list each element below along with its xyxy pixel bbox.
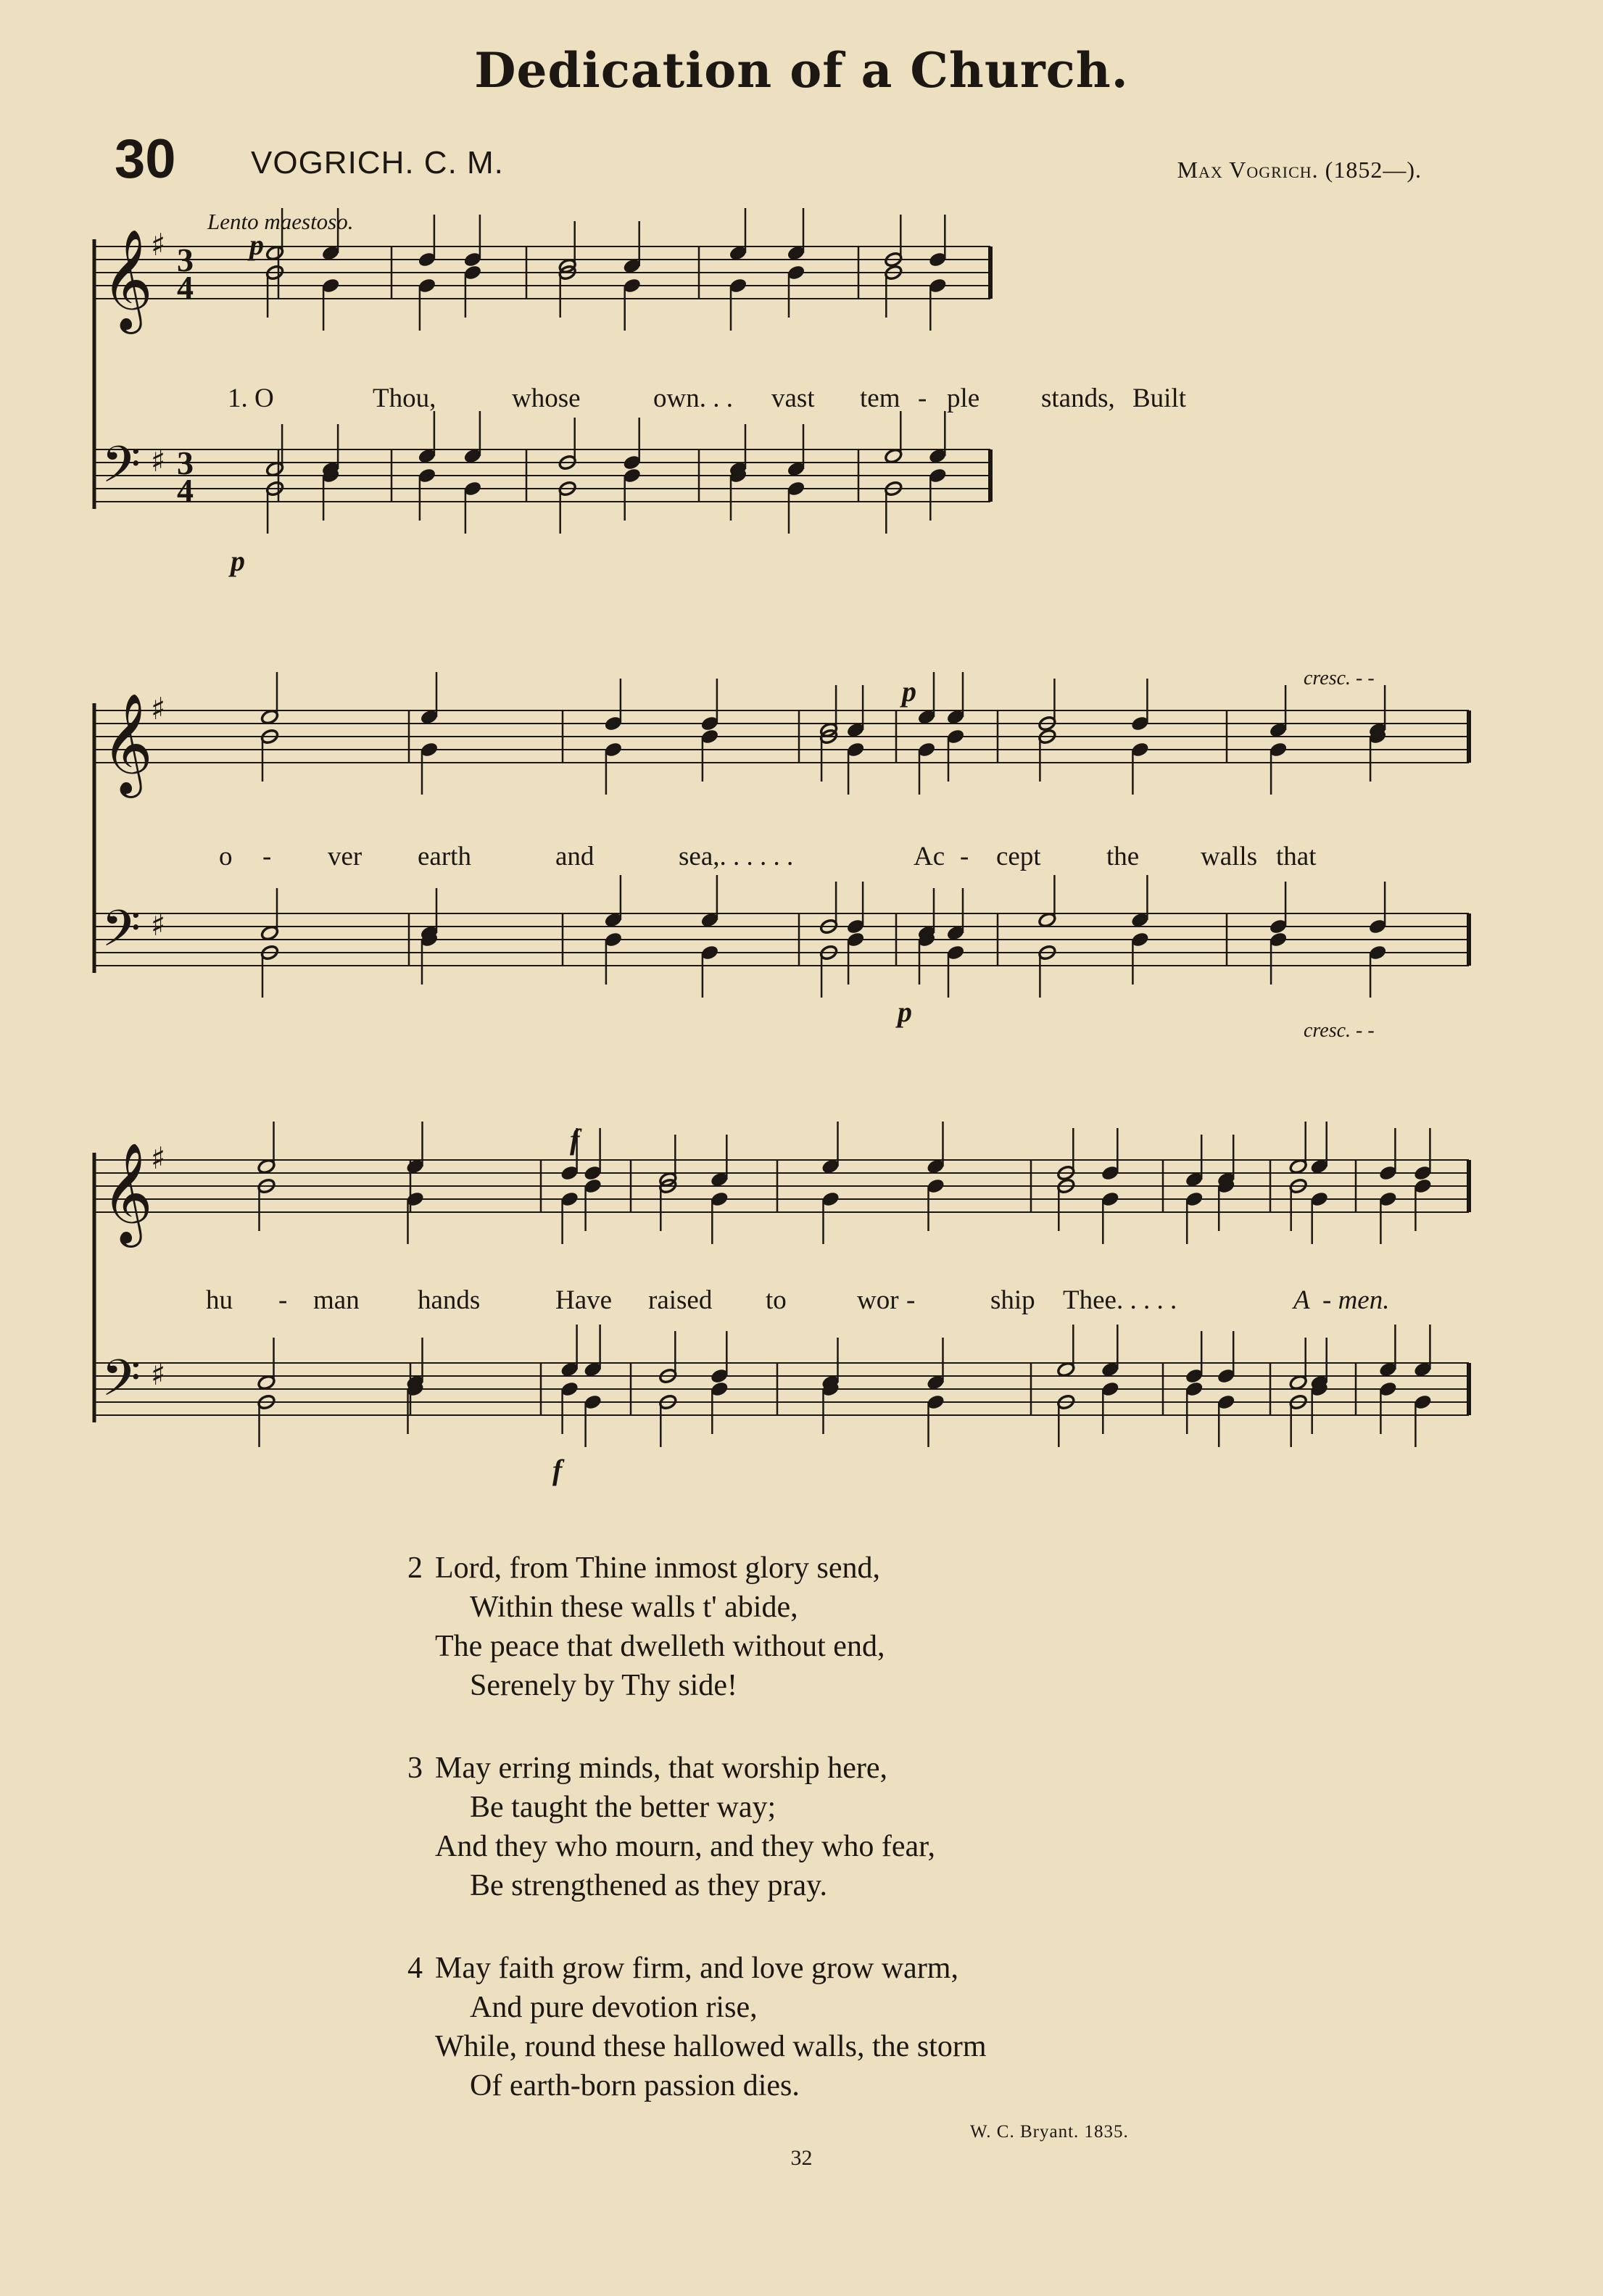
key-signature: ♯ — [151, 1356, 166, 1392]
lyric-syllable: ship — [990, 1285, 1035, 1315]
lyric-syllable: - — [960, 842, 969, 871]
verse-line — [435, 1666, 1233, 1705]
key-signature: ♯ — [151, 1140, 166, 1176]
key-signature: ♯ — [151, 691, 166, 726]
treble-clef: 𝄞 — [102, 1143, 153, 1243]
page-number: 32 — [790, 2146, 813, 2170]
lyric-syllable: vast — [771, 384, 815, 413]
lyric-syllable: the — [1106, 842, 1140, 871]
lyric-syllable: walls — [1201, 842, 1258, 871]
verse-line — [435, 1788, 1233, 1827]
bass-clef: 𝄢 — [102, 435, 141, 506]
lyric-syllable: cept — [996, 842, 1041, 871]
lyric-syllable: Have — [555, 1285, 613, 1315]
verse-text: Be strengthened as they pray. — [470, 1869, 827, 1902]
key-signature: ♯ — [151, 443, 166, 478]
lyric-syllable: - — [262, 842, 272, 871]
bass-staff — [94, 875, 1469, 998]
verse-line — [435, 2027, 1233, 2066]
lyric-syllable: hu — [206, 1285, 233, 1315]
verse-text: While, round these hallowed walls, the storm — [435, 2030, 987, 2063]
verse-line — [407, 1549, 1233, 1588]
treble-staff — [94, 672, 1469, 798]
verse-line — [407, 1749, 1233, 1788]
tune-name: VOGRICH. C. M. — [251, 145, 504, 181]
treble-clef: 𝄞 — [102, 693, 153, 794]
lyric-syllable: stands, — [1041, 384, 1115, 413]
lyric-syllable: man — [313, 1285, 360, 1315]
lyric-line — [91, 841, 1472, 884]
verse-text: May faith grow firm, and love grow warm, — [435, 1952, 958, 1985]
time-signature: 3 — [177, 241, 194, 278]
bass-clef: 𝄢 — [102, 1348, 141, 1420]
tempo-marking: Lento maestoso. — [207, 209, 354, 234]
verse-line — [435, 1988, 1233, 2027]
bass-staff — [94, 411, 990, 534]
lyric-syllable: Thee. . . . . — [1063, 1285, 1177, 1315]
verse-stanza — [407, 1749, 1233, 1905]
lyric-syllable: ver — [328, 842, 363, 871]
hymn-number: 30 — [115, 128, 176, 190]
verse-line — [435, 2066, 1233, 2105]
dynamic-piano: p — [902, 675, 916, 708]
time-signature: 4 — [177, 269, 194, 306]
verse-line — [435, 1627, 1233, 1666]
verse-stanza — [407, 1949, 1233, 2105]
lyric-syllable: - — [906, 1285, 916, 1315]
key-signature: ♯ — [151, 227, 166, 262]
lyric-syllable: wor — [857, 1285, 899, 1315]
treble-clef: 𝄞 — [102, 229, 153, 330]
music-system — [91, 660, 1472, 1051]
dynamic-forte: f — [570, 1123, 580, 1156]
dynamic-forte: f — [552, 1454, 563, 1486]
lyric-line — [91, 383, 1472, 426]
verse-text: Be taught the better way; — [470, 1791, 776, 1824]
verse-text: And they who mourn, and they who fear, — [435, 1830, 935, 1863]
composer-credit: Max Vogrich. (1852—). — [1177, 157, 1422, 183]
lyric-syllable: A — [1293, 1285, 1310, 1315]
lyric-syllable: o — [219, 842, 233, 871]
lyric-syllable: ple — [947, 384, 980, 413]
verse-text: The peace that dwelleth without end, — [435, 1630, 885, 1663]
verse-number: 3 — [407, 1752, 423, 1785]
verse-line — [435, 1827, 1233, 1866]
time-signature: 4 — [177, 472, 194, 509]
verse-number: 4 — [407, 1952, 423, 1985]
lyric-syllable: tem — [860, 384, 900, 413]
lyric-syllable: - — [278, 1285, 288, 1315]
bass-staff — [94, 1325, 1469, 1447]
lyric-syllable: to — [766, 1285, 787, 1315]
bass-clef: 𝄢 — [102, 899, 141, 970]
lyric-syllable: and — [555, 842, 595, 871]
lyric-syllable: Thou, — [373, 384, 436, 413]
lyric-syllable: whose — [512, 384, 581, 413]
dynamic-piano: p — [231, 544, 245, 577]
lyric-syllable: Ac — [914, 842, 945, 871]
verse-line — [407, 1949, 1233, 1988]
dynamic-piano: p — [249, 228, 264, 261]
text-author: W. C. Bryant. 1835. — [970, 2122, 1129, 2142]
key-signature: ♯ — [151, 907, 166, 942]
verse-text: Within these walls t' abide, — [470, 1591, 798, 1624]
lyric-syllable: that — [1276, 842, 1317, 871]
time-signature: 3 — [177, 444, 194, 481]
music-system — [91, 1109, 1472, 1515]
lyric-syllable: - — [918, 384, 927, 413]
verse-text: Lord, from Thine inmost glory send, — [435, 1551, 880, 1585]
verse-text: May erring minds, that worship here, — [435, 1752, 888, 1785]
verse-stanza — [407, 1549, 1233, 1705]
treble-staff — [94, 1122, 1469, 1248]
crescendo-marking: cresc. - - — [1304, 1019, 1375, 1042]
lyric-syllable: raised — [648, 1285, 713, 1315]
lyric-syllable: Built — [1132, 384, 1187, 413]
additional-verses — [407, 1549, 1233, 2149]
music-system — [91, 196, 1472, 587]
treble-staff — [94, 208, 990, 334]
lyric-syllable: - men. — [1322, 1285, 1390, 1315]
verse-text: And pure devotion rise, — [470, 1991, 758, 2024]
lyric-syllable: hands — [418, 1285, 481, 1315]
verse-line — [435, 1866, 1233, 1905]
lyric-line — [91, 1285, 1472, 1328]
lyric-syllable: sea,. . . . . . — [679, 842, 794, 871]
verse-line — [435, 1588, 1233, 1627]
verse-number: 2 — [407, 1551, 423, 1585]
crescendo-marking: cresc. - - — [1304, 667, 1375, 689]
dynamic-piano: p — [898, 995, 912, 1028]
lyric-syllable: 1. O — [228, 384, 274, 413]
lyric-syllable: earth — [418, 842, 471, 871]
verse-text: Of earth-born passion dies. — [470, 2069, 800, 2102]
verse-text: Serenely by Thy side! — [470, 1669, 737, 1702]
page-heading: Dedication of a Church. — [474, 42, 1129, 99]
lyric-syllable: own. . . — [653, 384, 733, 413]
